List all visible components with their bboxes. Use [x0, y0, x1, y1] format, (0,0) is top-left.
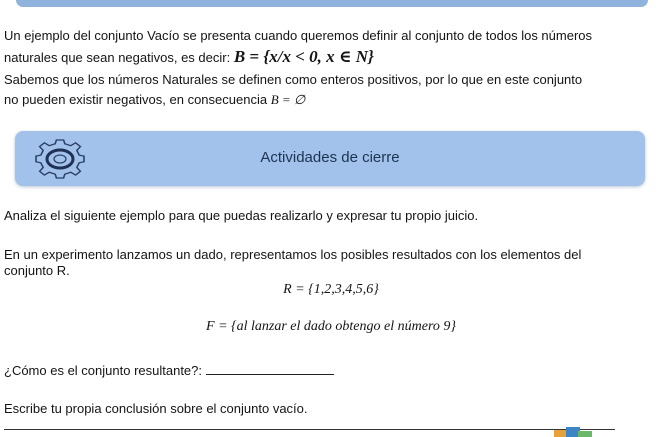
experiment-line-2: conjunto R. [4, 263, 70, 278]
question-line [4, 362, 334, 379]
set-b-definition: B = {x/x < 0, x ∈ N} [233, 47, 374, 66]
paragraph-line-3: Sabemos que los números Naturales se definen como enteros positivos, por lo que en este conjunto [4, 72, 583, 87]
decoration-icon [554, 425, 592, 437]
set-f-equation: F = {al lanzar el dado obtengo el número 9} [206, 319, 456, 334]
question-text: ¿Cómo es el conjunto resultante?: [4, 363, 202, 378]
paragraph-line-4-text: no pueden existir negativos, en consecuencia [4, 92, 268, 107]
set-r-equation: R = {1,2,3,4,5,6} [283, 282, 379, 297]
conclusion-prompt: Escribe tu propia conclusión sobre el conjunto vacío. [4, 401, 308, 416]
top-border-decoration [16, 0, 648, 7]
paragraph-line-4 [4, 92, 305, 108]
banner-title: Actividades de cierre [260, 149, 400, 166]
set-b-empty: B = ∅ [270, 92, 306, 107]
instruction-text: Analiza el siguiente ejemplo para que puedas realizarlo y expresar tu propio juicio. [4, 208, 479, 223]
answer-blank[interactable] [206, 362, 334, 375]
experiment-line-1: En un experimento lanzamos un dado, representamos los posibles resultados con los elementos del [4, 247, 582, 262]
paragraph-line-1: Un ejemplo del conjunto Vacío se presenta cuando queremos definir al conjunto de todos los números [4, 28, 593, 43]
paragraph-line-2-text: naturales que sean negativos, es decir: [4, 50, 231, 65]
paragraph-line-2 [4, 49, 374, 66]
conclusion-answer-line[interactable] [4, 429, 615, 430]
activity-banner [15, 131, 645, 186]
